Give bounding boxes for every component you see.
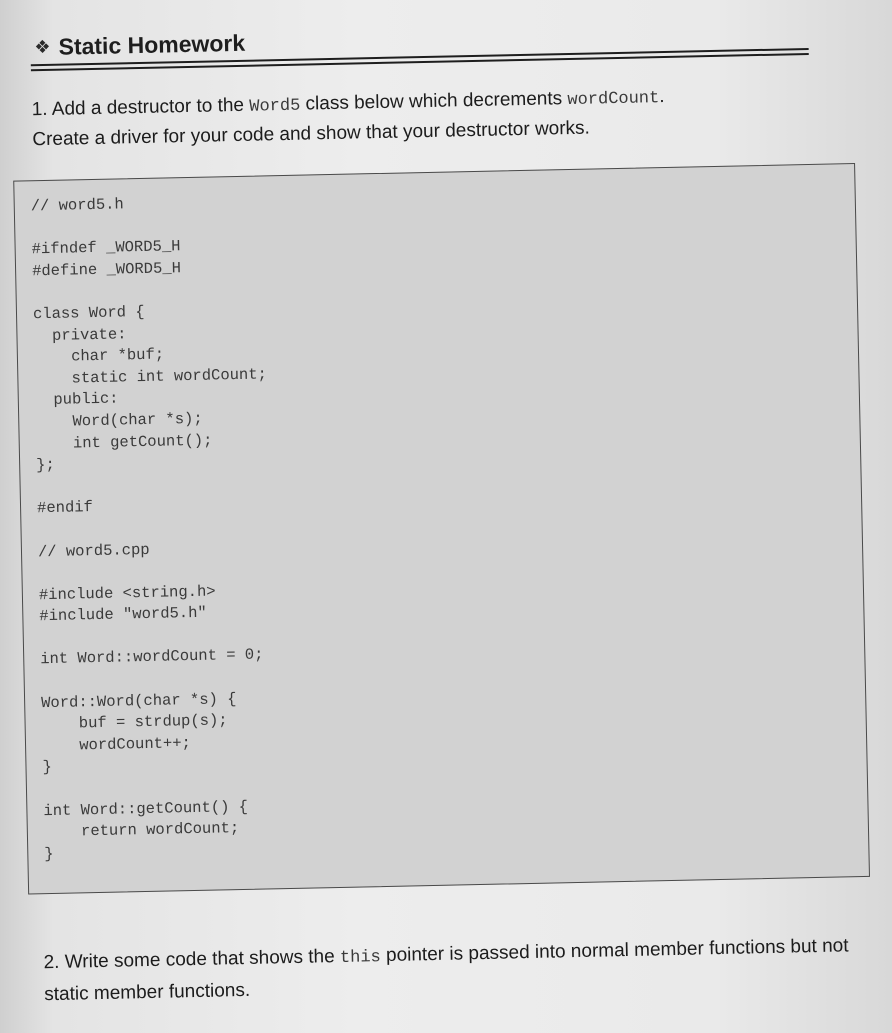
code-line: static int wordCount;: [34, 365, 268, 389]
question-1: 1. Add a destructor to the Word5 class below which decrements wordCount. Create a driver for your code and show that your destructor works.: [31, 86, 665, 151]
code-line: // word5.h: [30, 195, 124, 216]
code-listing: [31, 192, 278, 866]
code-line: wordCount++;: [41, 733, 192, 756]
code-listing-box: [13, 163, 870, 894]
code-line: int Word::wordCount = 0;: [40, 645, 264, 669]
code-line: int getCount();: [35, 431, 213, 453]
code-line: #define _WORD5_H: [31, 258, 182, 281]
diamond-bullet-icon: ❖: [34, 36, 51, 58]
code-line: class Word {: [32, 302, 145, 324]
code-line: #include <string.h>: [38, 582, 216, 604]
code-line: Word::Word(char *s) {: [40, 689, 237, 712]
section-title: Static Homework: [58, 29, 246, 60]
code-line: public:: [34, 389, 119, 410]
code-line: Word(char *s);: [35, 409, 203, 432]
code-line: };: [35, 455, 55, 475]
code-line: #include "word5.h": [39, 603, 207, 626]
class-name-code: Word5: [249, 96, 301, 117]
code-line: char *buf;: [33, 345, 165, 367]
code-line: buf = strdup(s);: [41, 711, 228, 734]
code-line: int Word::getCount() {: [43, 797, 249, 820]
section-header: [34, 30, 245, 61]
question-2: 2. Write some code that shows the this pointer is passed into normal member functions but not static member functions.: [43, 935, 849, 1006]
this-keyword-code: this: [339, 948, 381, 968]
code-line: return wordCount;: [43, 819, 240, 842]
code-line: #endif: [36, 498, 94, 518]
code-line: private:: [33, 324, 127, 345]
code-line: #ifndef _WORD5_H: [31, 237, 181, 259]
code-line: }: [44, 844, 54, 863]
code-line: // word5.cpp: [37, 540, 150, 561]
word-count-code: wordCount: [567, 89, 660, 111]
code-line: }: [42, 758, 53, 777]
